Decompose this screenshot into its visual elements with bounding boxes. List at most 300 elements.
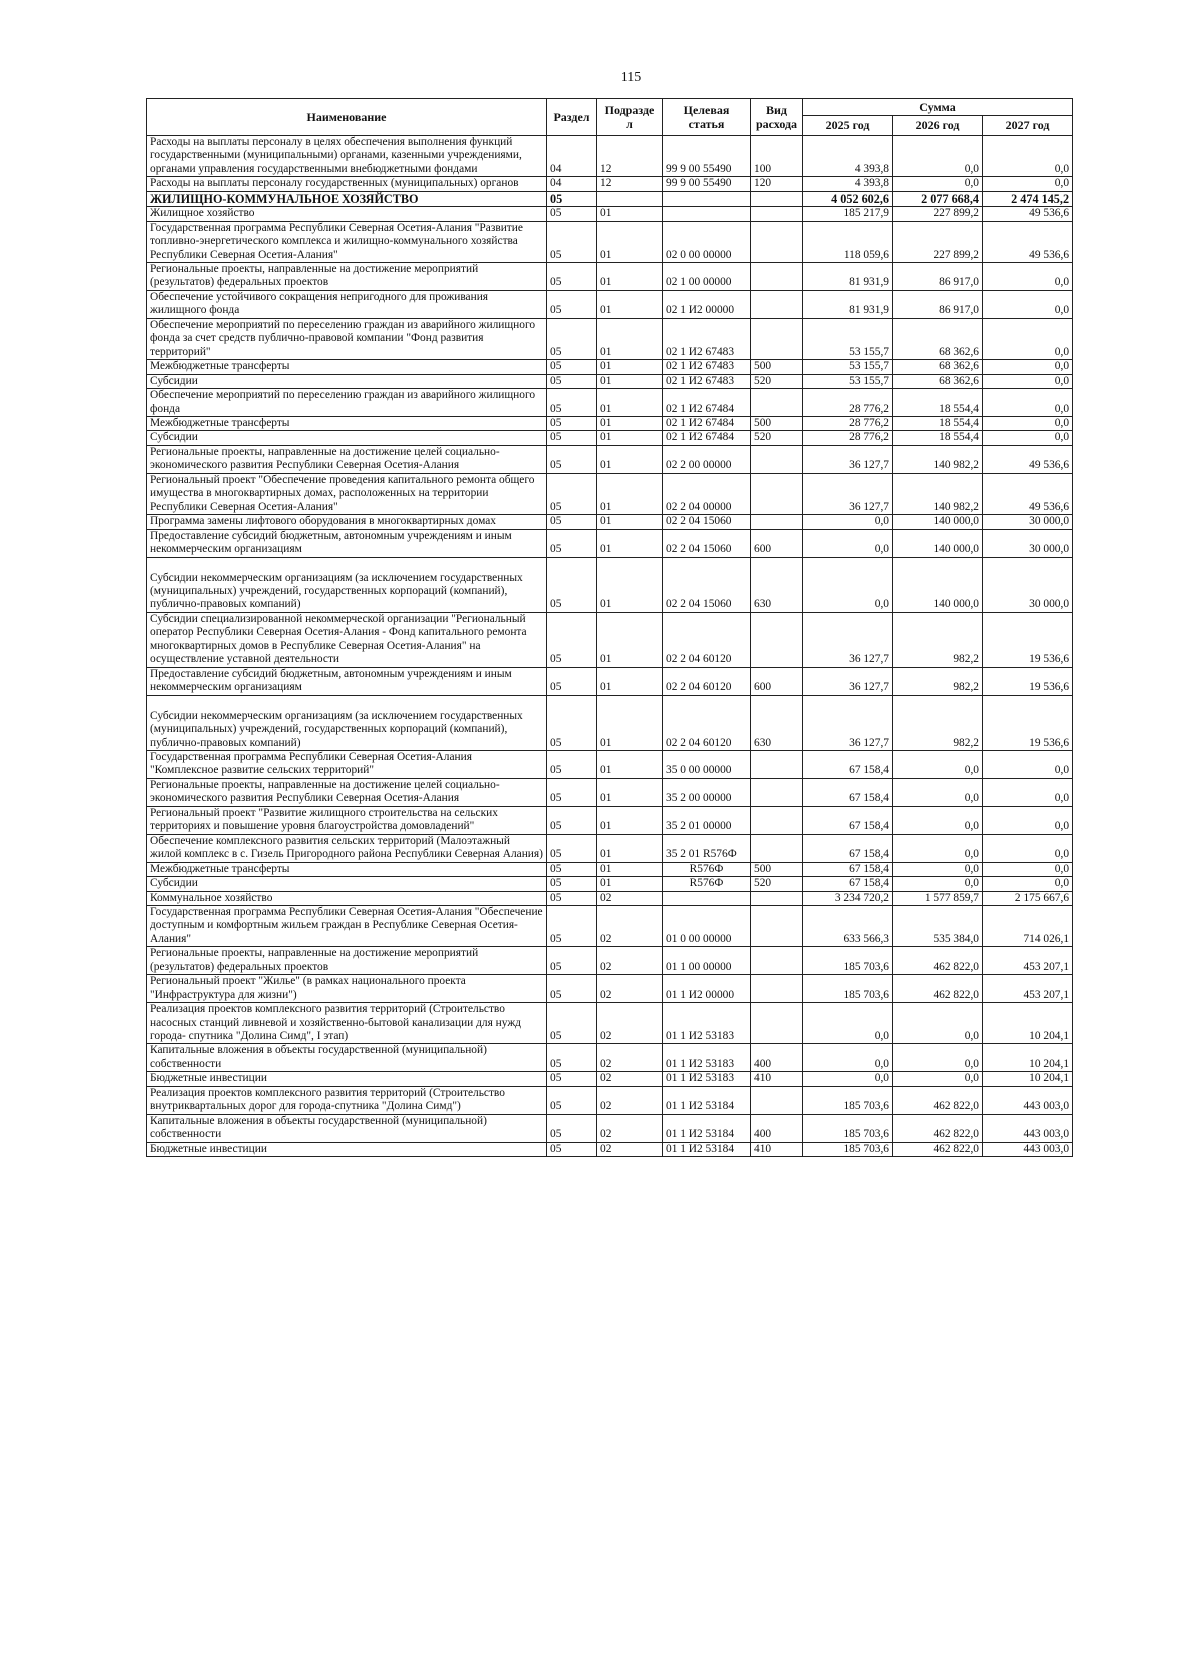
row-sum-2027: 0,0 [983, 834, 1073, 862]
row-sum-2025: 3 234 720,2 [803, 891, 893, 905]
row-section: 05 [547, 947, 597, 975]
table-row [147, 750, 1073, 778]
row-sum-2027: 0,0 [983, 806, 1073, 834]
row-name: Обеспечение устойчивого сокращения непригодного для проживания жилищного фонда [147, 290, 547, 318]
row-name: Региональные проекты, направленные на достижение целей социально-экономического развития Республики Северная Осетия-Алания [147, 778, 547, 806]
table-row [147, 290, 1073, 318]
row-sum-2026: 0,0 [893, 1044, 983, 1072]
row-sum-2026: 0,0 [893, 778, 983, 806]
row-sum-2025: 4 393,8 [803, 136, 893, 177]
row-name: Субсидии специализированной некоммерческой организации "Региональный оператор Республики Северная Осетия-Алания - Фонд капитального ремонта многоквартирных домов в Республике Северная Осетия-Алания" на осуществление уставной деятельности [147, 612, 547, 667]
row-subsection: 01 [597, 862, 663, 876]
row-sum-2026: 18 554,4 [893, 417, 983, 431]
row-sum-2027: 714 026,1 [983, 905, 1073, 946]
row-subsection: 01 [597, 695, 663, 750]
row-sum-2025: 185 703,6 [803, 947, 893, 975]
table-row [147, 221, 1073, 262]
row-section: 05 [547, 806, 597, 834]
table-row [147, 667, 1073, 695]
table-header [147, 99, 1073, 136]
row-sum-2026: 0,0 [893, 1072, 983, 1086]
row-expense-type [751, 778, 803, 806]
row-sum-2026: 68 362,6 [893, 374, 983, 388]
row-subsection: 01 [597, 360, 663, 374]
row-sum-2026: 227 899,2 [893, 207, 983, 221]
row-sum-2026: 86 917,0 [893, 290, 983, 318]
row-sum-2027: 19 536,6 [983, 612, 1073, 667]
row-name: Обеспечение комплексного развития сельских территорий (Малоэтажный жилой комплекс в с. Гизель Пригородного района Республики Северная Алания) [147, 834, 547, 862]
row-section: 05 [547, 750, 597, 778]
table-row [147, 1142, 1073, 1156]
row-sum-2027: 453 207,1 [983, 975, 1073, 1003]
row-subsection: 01 [597, 417, 663, 431]
row-target-article: 02 0 00 00000 [663, 221, 751, 262]
row-subsection: 02 [597, 1114, 663, 1142]
row-sum-2027: 0,0 [983, 417, 1073, 431]
row-target-article: 01 1 И2 53184 [663, 1142, 751, 1156]
row-sum-2027: 2 474 145,2 [983, 191, 1073, 206]
row-sum-2026: 462 822,0 [893, 1086, 983, 1114]
row-section: 05 [547, 667, 597, 695]
table-row [147, 431, 1073, 445]
row-subsection: 01 [597, 445, 663, 473]
row-expense-type: 120 [751, 177, 803, 191]
header-name: Наименование [147, 99, 547, 136]
row-target-article: 02 1 00 00000 [663, 263, 751, 291]
row-name: Региональный проект "Развитие жилищного строительства на сельских территориях и повышение уровня благоустройства домовладений" [147, 806, 547, 834]
row-subsection: 01 [597, 263, 663, 291]
row-subsection: 02 [597, 1044, 663, 1072]
row-sum-2025: 67 158,4 [803, 877, 893, 891]
row-expense-type: 520 [751, 877, 803, 891]
row-sum-2025: 36 127,7 [803, 695, 893, 750]
row-target-article: 99 9 00 55490 [663, 177, 751, 191]
row-sum-2027: 0,0 [983, 750, 1073, 778]
table-row [147, 612, 1073, 667]
row-sum-2025: 185 703,6 [803, 1142, 893, 1156]
row-section: 04 [547, 136, 597, 177]
table-row [147, 862, 1073, 876]
row-sum-2025: 633 566,3 [803, 905, 893, 946]
row-sum-2027: 0,0 [983, 862, 1073, 876]
row-sum-2025: 67 158,4 [803, 806, 893, 834]
row-subsection: 01 [597, 778, 663, 806]
row-sum-2025: 0,0 [803, 1072, 893, 1086]
table-row [147, 417, 1073, 431]
row-expense-type [751, 975, 803, 1003]
table-row [147, 473, 1073, 514]
row-sum-2025: 28 776,2 [803, 431, 893, 445]
row-expense-type [751, 389, 803, 417]
row-sum-2026: 462 822,0 [893, 1142, 983, 1156]
row-sum-2026: 18 554,4 [893, 389, 983, 417]
header-year-2026: 2026 год [893, 116, 983, 136]
row-sum-2027: 10 204,1 [983, 1003, 1073, 1044]
row-sum-2027: 443 003,0 [983, 1114, 1073, 1142]
row-expense-type [751, 221, 803, 262]
header-year-2025: 2025 год [803, 116, 893, 136]
row-sum-2026: 2 077 668,4 [893, 191, 983, 206]
row-target-article: 01 0 00 00000 [663, 905, 751, 946]
table-row [147, 191, 1073, 206]
row-section: 05 [547, 695, 597, 750]
row-name: Расходы на выплаты персоналу государственных (муниципальных) органов [147, 177, 547, 191]
row-expense-type [751, 834, 803, 862]
row-expense-type [751, 263, 803, 291]
row-target-article: 02 1 И2 67484 [663, 431, 751, 445]
row-sum-2027: 443 003,0 [983, 1142, 1073, 1156]
row-sum-2027: 0,0 [983, 778, 1073, 806]
row-section: 05 [547, 1114, 597, 1142]
row-sum-2025: 0,0 [803, 1044, 893, 1072]
row-target-article: 02 1 И2 67483 [663, 318, 751, 359]
row-name: Субсидии некоммерческим организациям (за исключением государственных (муниципальных) учреждений, государственных корпораций (компаний), публично-правовых компаний) [147, 695, 547, 750]
row-sum-2025: 28 776,2 [803, 417, 893, 431]
row-expense-type [751, 1086, 803, 1114]
header-year-2027: 2027 год [983, 116, 1073, 136]
row-expense-type: 630 [751, 695, 803, 750]
row-section: 05 [547, 389, 597, 417]
row-section: 05 [547, 360, 597, 374]
row-target-article: 02 1 И2 67483 [663, 360, 751, 374]
row-name: Государственная программа Республики Северная Осетия-Алания "Комплексное развитие сельских территорий" [147, 750, 547, 778]
row-target-article: 01 1 И2 53183 [663, 1003, 751, 1044]
row-section: 05 [547, 207, 597, 221]
row-sum-2027: 0,0 [983, 431, 1073, 445]
table-row [147, 1044, 1073, 1072]
row-sum-2026: 0,0 [893, 177, 983, 191]
row-sum-2027: 0,0 [983, 877, 1073, 891]
row-subsection: 01 [597, 473, 663, 514]
row-target-article: 02 2 04 60120 [663, 695, 751, 750]
table-row [147, 445, 1073, 473]
row-sum-2026: 0,0 [893, 136, 983, 177]
row-sum-2027: 19 536,6 [983, 695, 1073, 750]
row-sum-2026: 0,0 [893, 806, 983, 834]
table-row [147, 778, 1073, 806]
table-row [147, 557, 1073, 612]
row-name: Региональные проекты, направленные на достижение мероприятий (результатов) федеральных проектов [147, 263, 547, 291]
row-section: 05 [547, 557, 597, 612]
row-target-article: 02 2 04 15060 [663, 557, 751, 612]
row-name: Региональные проекты, направленные на достижение мероприятий (результатов) федеральных проектов [147, 947, 547, 975]
row-subsection: 01 [597, 318, 663, 359]
row-sum-2027: 0,0 [983, 263, 1073, 291]
table-row [147, 834, 1073, 862]
table-row [147, 1003, 1073, 1044]
row-sum-2025: 36 127,7 [803, 612, 893, 667]
row-name: Бюджетные инвестиции [147, 1072, 547, 1086]
row-sum-2026: 982,2 [893, 695, 983, 750]
row-section: 05 [547, 975, 597, 1003]
row-section: 04 [547, 177, 597, 191]
row-subsection: 01 [597, 834, 663, 862]
row-subsection: 01 [597, 431, 663, 445]
row-subsection: 01 [597, 806, 663, 834]
row-expense-type: 410 [751, 1072, 803, 1086]
row-expense-type [751, 318, 803, 359]
row-expense-type: 600 [751, 667, 803, 695]
row-sum-2025: 185 703,6 [803, 975, 893, 1003]
row-name: Предоставление субсидий бюджетным, автономным учреждениям и иным некоммерческим организациям [147, 667, 547, 695]
table-row [147, 947, 1073, 975]
table-row [147, 529, 1073, 557]
row-section: 05 [547, 862, 597, 876]
row-target-article: 02 2 04 60120 [663, 667, 751, 695]
row-sum-2025: 118 059,6 [803, 221, 893, 262]
table-row [147, 695, 1073, 750]
table-row [147, 360, 1073, 374]
header-target-article: Целевая статья [663, 99, 751, 136]
row-subsection: 01 [597, 515, 663, 529]
row-sum-2027: 0,0 [983, 318, 1073, 359]
row-sum-2025: 0,0 [803, 1003, 893, 1044]
row-subsection: 01 [597, 667, 663, 695]
row-sum-2025: 185 217,9 [803, 207, 893, 221]
table-row [147, 1072, 1073, 1086]
row-name: Капитальные вложения в объекты государственной (муниципальной) собственности [147, 1114, 547, 1142]
row-sum-2026: 86 917,0 [893, 263, 983, 291]
row-expense-type: 410 [751, 1142, 803, 1156]
row-subsection: 02 [597, 1072, 663, 1086]
page-number: 115 [620, 70, 642, 85]
row-sum-2026: 1 577 859,7 [893, 891, 983, 905]
row-sum-2026: 140 982,2 [893, 445, 983, 473]
row-target-article [663, 191, 751, 206]
row-subsection: 01 [597, 221, 663, 262]
row-sum-2026: 0,0 [893, 877, 983, 891]
row-name: Региональный проект "Обеспечение проведения капитального ремонта общего имущества в многоквартирных домах, расположенных на территории Республики Северная Осетия-Алания" [147, 473, 547, 514]
row-sum-2025: 53 155,7 [803, 374, 893, 388]
row-subsection: 01 [597, 529, 663, 557]
row-sum-2027: 0,0 [983, 389, 1073, 417]
row-sum-2025: 53 155,7 [803, 360, 893, 374]
row-expense-type [751, 1003, 803, 1044]
row-sum-2027: 0,0 [983, 177, 1073, 191]
row-section: 05 [547, 374, 597, 388]
row-subsection: 01 [597, 290, 663, 318]
row-expense-type: 520 [751, 374, 803, 388]
row-sum-2025: 67 158,4 [803, 862, 893, 876]
row-sum-2025: 0,0 [803, 557, 893, 612]
row-name: Бюджетные инвестиции [147, 1142, 547, 1156]
row-sum-2026: 140 000,0 [893, 529, 983, 557]
budget-table [146, 98, 1073, 1157]
row-sum-2025: 36 127,7 [803, 667, 893, 695]
row-target-article [663, 891, 751, 905]
row-expense-type [751, 473, 803, 514]
row-section: 05 [547, 431, 597, 445]
row-sum-2027: 49 536,6 [983, 221, 1073, 262]
row-expense-type: 520 [751, 431, 803, 445]
row-sum-2025: 4 393,8 [803, 177, 893, 191]
row-expense-type: 500 [751, 417, 803, 431]
row-sum-2026: 0,0 [893, 750, 983, 778]
row-name: Реализация проектов комплексного развития территорий (Строительство внутриквартальных дорог для города-спутника "Долина Симд") [147, 1086, 547, 1114]
row-sum-2025: 81 931,9 [803, 290, 893, 318]
row-section: 05 [547, 1072, 597, 1086]
row-subsection: 02 [597, 905, 663, 946]
row-subsection: 01 [597, 612, 663, 667]
row-subsection: 02 [597, 891, 663, 905]
row-name: ЖИЛИЩНО-КОММУНАЛЬНОЕ ХОЗЯЙСТВО [147, 191, 547, 206]
row-sum-2025: 185 703,6 [803, 1086, 893, 1114]
row-sum-2025: 67 158,4 [803, 778, 893, 806]
row-name: Региональные проекты, направленные на достижение целей социально-экономического развития Республики Северная Осетия-Алания [147, 445, 547, 473]
row-sum-2026: 462 822,0 [893, 1114, 983, 1142]
row-expense-type [751, 515, 803, 529]
header-expense-type: Вид расхода [751, 99, 803, 136]
row-sum-2025: 53 155,7 [803, 318, 893, 359]
row-section: 05 [547, 529, 597, 557]
row-section: 05 [547, 834, 597, 862]
row-sum-2025: 4 052 602,6 [803, 191, 893, 206]
row-section: 05 [547, 1044, 597, 1072]
row-expense-type [751, 806, 803, 834]
row-section: 05 [547, 473, 597, 514]
row-target-article [663, 207, 751, 221]
table-body [147, 136, 1073, 1157]
row-target-article: 01 1 И2 53184 [663, 1086, 751, 1114]
row-sum-2026: 18 554,4 [893, 431, 983, 445]
row-target-article: 02 2 04 15060 [663, 529, 751, 557]
row-sum-2027: 0,0 [983, 360, 1073, 374]
row-expense-type [751, 905, 803, 946]
row-sum-2025: 0,0 [803, 529, 893, 557]
table-row [147, 1114, 1073, 1142]
row-expense-type: 400 [751, 1044, 803, 1072]
row-section: 05 [547, 1142, 597, 1156]
row-target-article: R576Ф [663, 877, 751, 891]
row-expense-type [751, 947, 803, 975]
table-row [147, 1086, 1073, 1114]
row-target-article: 01 1 И2 53184 [663, 1114, 751, 1142]
row-target-article: R576Ф [663, 862, 751, 876]
row-sum-2025: 36 127,7 [803, 445, 893, 473]
row-sum-2027: 0,0 [983, 290, 1073, 318]
row-sum-2027: 10 204,1 [983, 1044, 1073, 1072]
row-section: 05 [547, 778, 597, 806]
row-sum-2025: 67 158,4 [803, 834, 893, 862]
row-expense-type [751, 612, 803, 667]
row-expense-type: 500 [751, 360, 803, 374]
row-sum-2027: 2 175 667,6 [983, 891, 1073, 905]
row-sum-2026: 227 899,2 [893, 221, 983, 262]
row-sum-2027: 0,0 [983, 374, 1073, 388]
row-section: 05 [547, 445, 597, 473]
header-section: Раздел [547, 99, 597, 136]
row-target-article: 01 1 И2 00000 [663, 975, 751, 1003]
row-target-article: 02 1 И2 00000 [663, 290, 751, 318]
table-row [147, 136, 1073, 177]
row-sum-2026: 0,0 [893, 1003, 983, 1044]
row-name: Государственная программа Республики Северная Осетия-Алания "Обеспечение доступным и комфортным жильем граждан в Республике Северная Осетия-Алания" [147, 905, 547, 946]
row-section: 05 [547, 905, 597, 946]
row-sum-2026: 0,0 [893, 834, 983, 862]
row-name: Предоставление субсидий бюджетным, автономным учреждениям и иным некоммерческим организациям [147, 529, 547, 557]
row-subsection: 12 [597, 177, 663, 191]
row-target-article: 35 0 00 00000 [663, 750, 751, 778]
row-sum-2026: 68 362,6 [893, 318, 983, 359]
row-sum-2027: 0,0 [983, 136, 1073, 177]
row-expense-type [751, 445, 803, 473]
row-section: 05 [547, 612, 597, 667]
row-subsection: 02 [597, 1003, 663, 1044]
row-expense-type [751, 191, 803, 206]
row-subsection: 01 [597, 207, 663, 221]
row-name: Межбюджетные трансферты [147, 360, 547, 374]
table-row [147, 263, 1073, 291]
row-subsection: 12 [597, 136, 663, 177]
row-target-article: 02 1 И2 67484 [663, 389, 751, 417]
row-target-article: 02 2 04 60120 [663, 612, 751, 667]
row-sum-2027: 30 000,0 [983, 557, 1073, 612]
row-sum-2025: 28 776,2 [803, 389, 893, 417]
row-sum-2026: 140 982,2 [893, 473, 983, 514]
row-sum-2027: 443 003,0 [983, 1086, 1073, 1114]
row-expense-type [751, 891, 803, 905]
row-section: 05 [547, 263, 597, 291]
row-subsection: 02 [597, 1086, 663, 1114]
row-target-article: 01 1 И2 53183 [663, 1072, 751, 1086]
table-row [147, 515, 1073, 529]
row-name: Расходы на выплаты персоналу в целях обеспечения выполнения функций государственными (муниципальными) органами, казенными учреждениями, органами управления государственными внебюджетными фондами [147, 136, 547, 177]
row-target-article: 01 1 И2 53183 [663, 1044, 751, 1072]
row-subsection: 02 [597, 975, 663, 1003]
table-row [147, 318, 1073, 359]
table-row [147, 207, 1073, 221]
row-section: 05 [547, 221, 597, 262]
row-subsection: 01 [597, 750, 663, 778]
row-name: Субсидии [147, 877, 547, 891]
row-sum-2027: 30 000,0 [983, 515, 1073, 529]
row-target-article: 01 1 00 00000 [663, 947, 751, 975]
row-section: 05 [547, 1003, 597, 1044]
row-target-article: 02 2 04 15060 [663, 515, 751, 529]
row-expense-type: 500 [751, 862, 803, 876]
row-sum-2026: 982,2 [893, 667, 983, 695]
row-section: 05 [547, 318, 597, 359]
row-name: Реализация проектов комплексного развития территорий (Строительство насосных станций ливневой и хозяйственно-бытовой канализации для нужд города- спутника "Долина Симд", I этап) [147, 1003, 547, 1044]
row-sum-2025: 36 127,7 [803, 473, 893, 514]
row-sum-2026: 462 822,0 [893, 947, 983, 975]
row-sum-2027: 49 536,6 [983, 445, 1073, 473]
row-target-article: 35 2 01 00000 [663, 806, 751, 834]
table-row [147, 891, 1073, 905]
row-sum-2026: 140 000,0 [893, 515, 983, 529]
row-sum-2025: 67 158,4 [803, 750, 893, 778]
row-name: Капитальные вложения в объекты государственной (муниципальной) собственности [147, 1044, 547, 1072]
row-sum-2027: 19 536,6 [983, 667, 1073, 695]
row-target-article: 35 2 00 00000 [663, 778, 751, 806]
row-expense-type: 400 [751, 1114, 803, 1142]
row-section: 05 [547, 515, 597, 529]
row-subsection: 02 [597, 1142, 663, 1156]
row-sum-2025: 185 703,6 [803, 1114, 893, 1142]
row-section: 05 [547, 417, 597, 431]
row-sum-2026: 535 384,0 [893, 905, 983, 946]
row-section: 05 [547, 191, 597, 206]
row-target-article: 35 2 01 R576Ф [663, 834, 751, 862]
header-subsection: Подразде л [597, 99, 663, 136]
row-name: Субсидии [147, 431, 547, 445]
row-name: Межбюджетные трансферты [147, 862, 547, 876]
row-target-article: 02 2 00 00000 [663, 445, 751, 473]
row-name: Жилищное хозяйство [147, 207, 547, 221]
table-row [147, 905, 1073, 946]
row-name: Государственная программа Республики Северная Осетия-Алания "Развитие топливно-энергетического комплекса и жилищно-коммунального хозяйства Республики Северная Осетия-Алания" [147, 221, 547, 262]
row-name: Субсидии [147, 374, 547, 388]
